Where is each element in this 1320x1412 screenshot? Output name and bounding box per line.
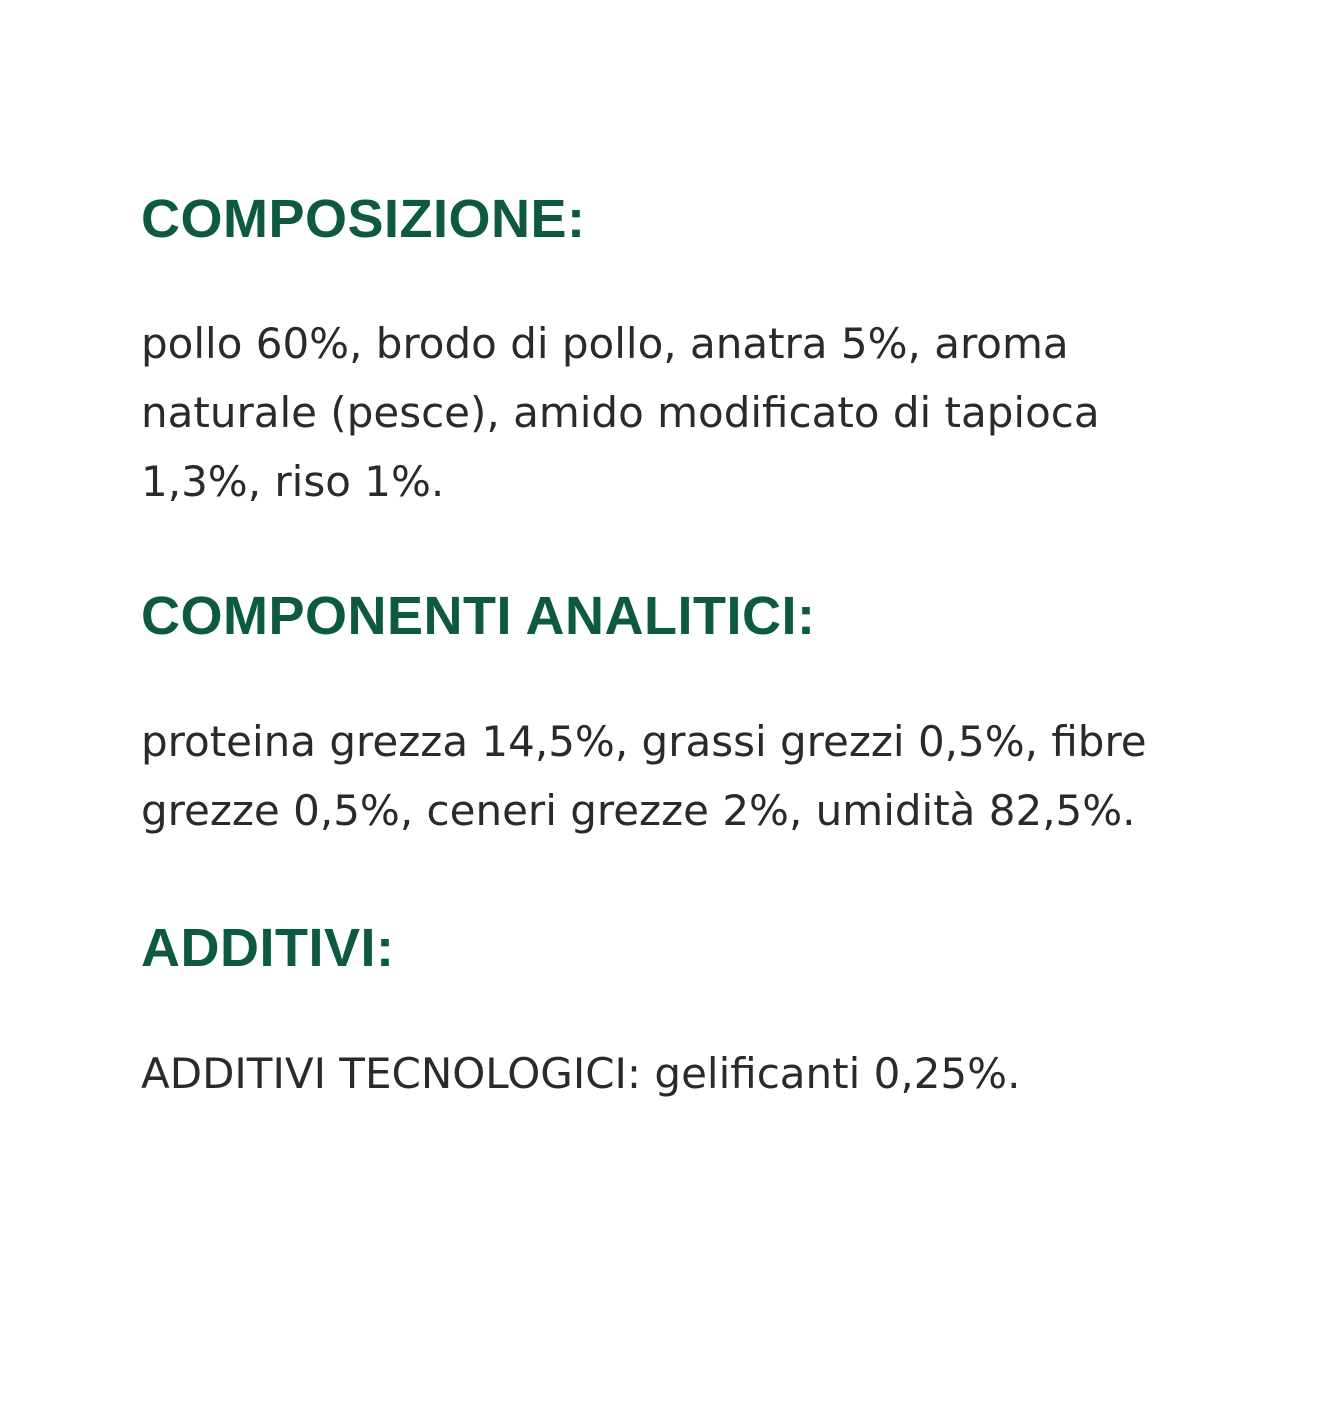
componenti-analitici-line: grezze 0,5%, ceneri grezze 2%, umidità 82,5%.	[141, 786, 1136, 835]
composizione-text	[141, 309, 1161, 516]
additivi-line: ADDITIVI TECNOLOGICI: gelificanti 0,25%.	[141, 1049, 1021, 1098]
componenti-analitici-heading: COMPONENTI ANALITICI:	[141, 586, 816, 646]
componenti-analitici-line: proteina grezza 14,5%, grassi grezzi 0,5%, fibre	[141, 717, 1147, 766]
additivi-text	[141, 1039, 1161, 1108]
composizione-line: naturale (pesce), amido modificato di tapioca	[141, 388, 1100, 437]
composizione-line: 1,3%, riso 1%.	[141, 457, 445, 506]
componenti-analitici-text	[141, 707, 1161, 845]
composizione-line: pollo 60%, brodo di pollo, anatra 5%, aroma	[141, 319, 1069, 368]
additivi-heading: ADDITIVI:	[141, 918, 395, 978]
composizione-heading: COMPOSIZIONE:	[141, 189, 586, 249]
